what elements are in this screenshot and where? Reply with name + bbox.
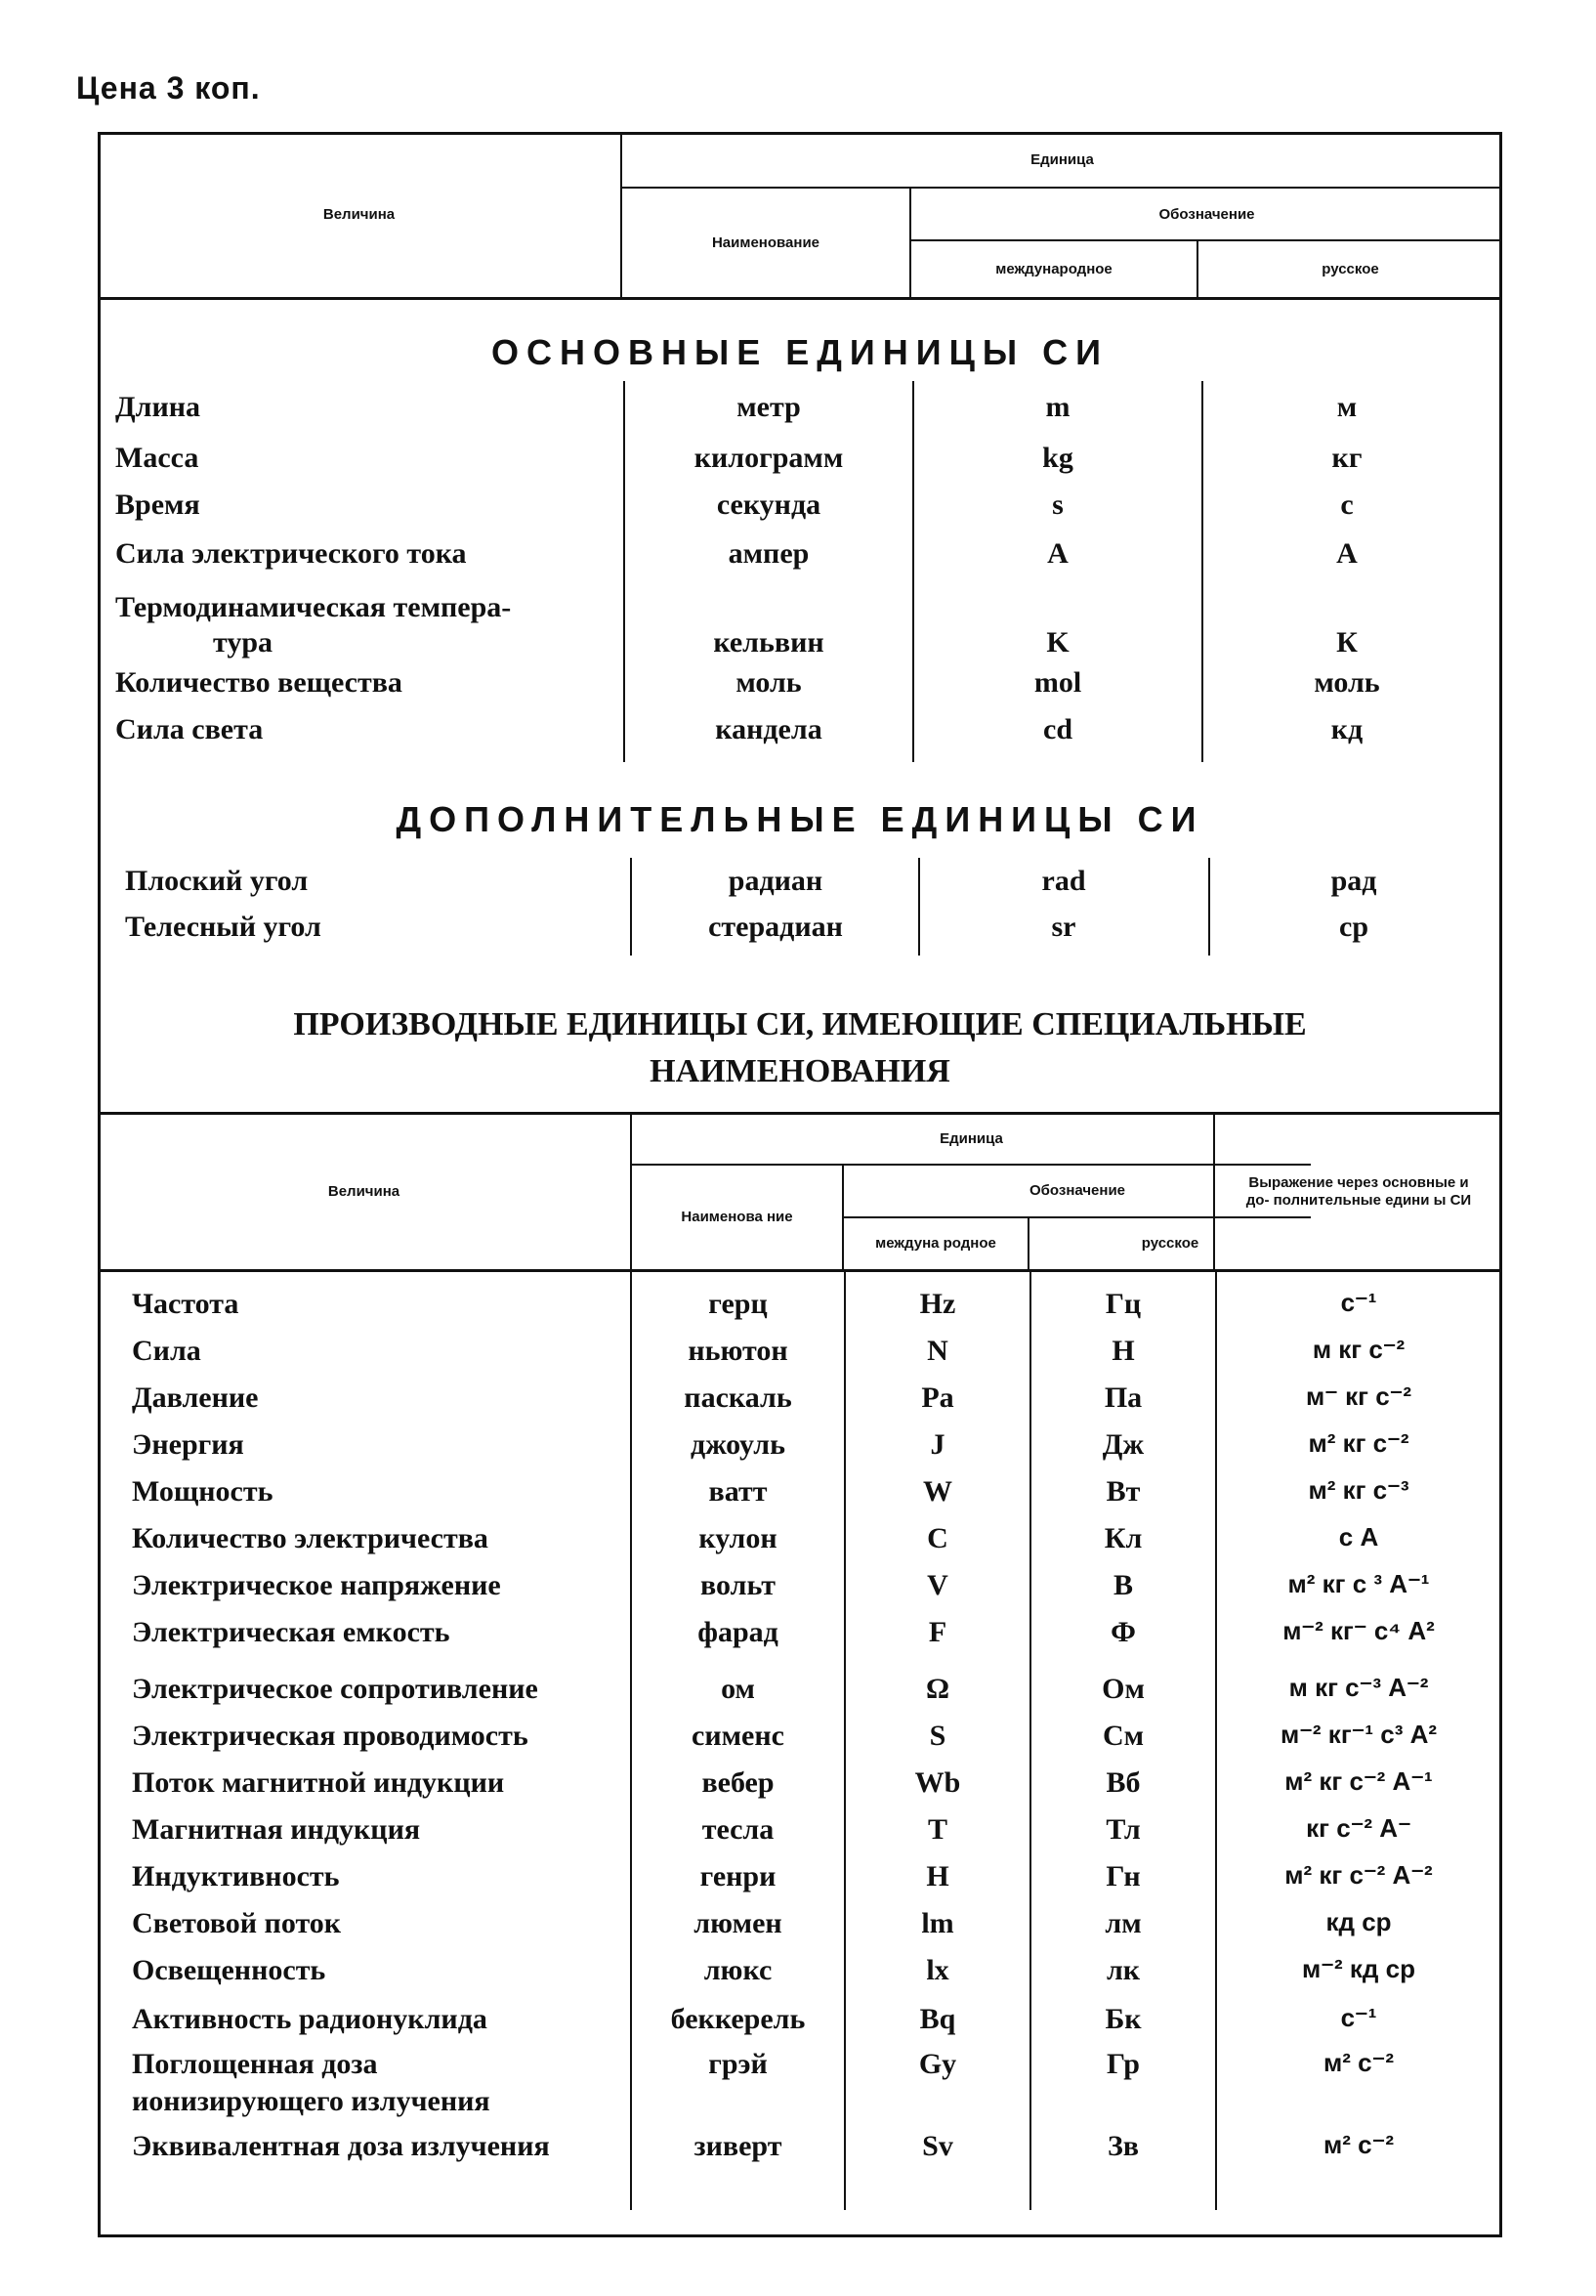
unit-name-cell: фарад xyxy=(697,1616,778,1648)
quantity-cell: Сила электрического тока xyxy=(115,537,467,570)
table-row xyxy=(132,1720,1509,1766)
table-row xyxy=(132,1522,1509,1569)
unit-name-cell: ньютон xyxy=(688,1335,788,1367)
table-row xyxy=(132,1382,1509,1428)
quantity-cell: Термодинамическая темпера- xyxy=(115,591,512,623)
unit-name-cell: паскаль xyxy=(684,1382,792,1414)
unit-name-cell: метр xyxy=(736,391,801,423)
table-row xyxy=(115,489,1492,535)
unit-name-cell: сименс xyxy=(692,1720,784,1752)
table-header xyxy=(98,132,1502,300)
expression-cell: м² кг с⁻² xyxy=(1308,1428,1409,1458)
unit-name-cell: ампер xyxy=(728,537,810,570)
unit-name-cell: ватт xyxy=(708,1475,768,1508)
table-row xyxy=(115,713,1492,760)
expression-cell: с⁻¹ xyxy=(1340,1288,1377,1317)
header2-international: междуна родное xyxy=(875,1235,996,1252)
quantity-cell: Масса xyxy=(115,442,199,474)
russian-cell: лк xyxy=(1106,1954,1141,1986)
russian-cell: Бк xyxy=(1105,2003,1142,2035)
expression-cell: м² кг с⁻² А⁻² xyxy=(1284,1860,1433,1890)
table-row xyxy=(125,911,1502,957)
table-row xyxy=(132,1569,1509,1616)
russian-cell: м xyxy=(1336,391,1358,423)
unit-name-cell: люмен xyxy=(693,1907,782,1939)
russian-cell: с xyxy=(1340,489,1354,521)
unit-name-cell: секунда xyxy=(716,489,821,521)
russian-cell: А xyxy=(1336,537,1358,570)
quantity-cell: Световой поток xyxy=(132,1907,342,1939)
international-cell: m xyxy=(1045,391,1071,423)
table-row xyxy=(125,865,1502,912)
russian-cell: К xyxy=(1336,626,1358,659)
quantity-cell: Освещенность xyxy=(132,1954,326,1986)
expression-cell: м⁻² кг⁻ с⁴ А² xyxy=(1282,1616,1435,1645)
header2-designation: Обозначение xyxy=(1029,1182,1126,1199)
table-row xyxy=(132,1335,1509,1382)
international-cell: lm xyxy=(921,1907,954,1939)
quantity-cell: Время xyxy=(115,489,200,521)
expression-cell: кг с⁻² А⁻ xyxy=(1306,1813,1411,1843)
header2-name: Наименова ние xyxy=(681,1209,793,1225)
expression-cell: м⁻ кг с⁻² xyxy=(1305,1382,1412,1411)
expression-cell: м² кг с ³ А⁻¹ xyxy=(1287,1569,1430,1598)
international-cell: Wb xyxy=(914,1766,961,1799)
header-unit: Единица xyxy=(1030,150,1094,168)
russian-cell: моль xyxy=(1314,666,1380,699)
russian-cell: Н xyxy=(1112,1335,1135,1367)
table-row xyxy=(132,2130,1509,2177)
quantity-cell: Индуктивность xyxy=(132,1860,340,1892)
international-cell: Sv xyxy=(922,2130,953,2162)
russian-cell: Гр xyxy=(1107,2048,1140,2080)
quantity-cell: Давление xyxy=(132,1382,259,1414)
quantity-cell: Активность радионуклида xyxy=(132,2003,487,2035)
unit-name-cell: люкс xyxy=(703,1954,773,1986)
quantity-cell-cont: ионизирующего излучения xyxy=(132,2085,490,2117)
unit-name-cell: беккерель xyxy=(670,2003,806,2035)
header-quantity: Величина xyxy=(322,206,396,223)
russian-cell: Вт xyxy=(1106,1475,1141,1508)
derived-table-header xyxy=(98,1112,1502,1272)
unit-name-cell: вебер xyxy=(701,1766,775,1799)
quantity-cell: Магнитная индукция xyxy=(132,1813,421,1846)
quantity-cell: Энергия xyxy=(132,1428,244,1461)
unit-name-cell: грэй xyxy=(708,2048,768,2080)
table-row xyxy=(132,1813,1509,1860)
russian-cell: лм xyxy=(1105,1907,1142,1939)
unit-name-cell: кандела xyxy=(715,713,822,745)
quantity-cell: Сила света xyxy=(115,713,264,745)
expression-cell: м кг с⁻² xyxy=(1312,1335,1406,1364)
header2-russian: русское xyxy=(1141,1235,1199,1252)
quantity-cell: Телесный угол xyxy=(125,911,321,943)
expression-cell: с А xyxy=(1338,1522,1379,1552)
international-cell: J xyxy=(930,1428,945,1461)
expression-cell: кд ср xyxy=(1325,1907,1392,1936)
price-label: Цена 3 коп. xyxy=(76,70,261,106)
expression-cell: м⁻² кд ср xyxy=(1302,1954,1415,1983)
unit-name-cell: моль xyxy=(735,666,802,699)
international-cell: W xyxy=(923,1475,952,1508)
unit-name-cell: тесла xyxy=(701,1813,775,1846)
russian-cell: Ф xyxy=(1111,1616,1136,1648)
international-cell: N xyxy=(927,1335,948,1367)
russian-cell: Зв xyxy=(1107,2130,1140,2162)
russian-cell: Гц xyxy=(1105,1288,1142,1320)
international-cell: C xyxy=(927,1522,948,1554)
quantity-cell: Длина xyxy=(115,391,201,423)
international-cell: cd xyxy=(1043,713,1072,745)
international-cell: Gy xyxy=(918,2048,957,2080)
unit-name-cell: стерадиан xyxy=(708,911,843,943)
international-cell: K xyxy=(1046,626,1070,659)
quantity-cell: Плоский угол xyxy=(125,865,309,897)
table-row xyxy=(132,1616,1509,1663)
table-row xyxy=(132,1907,1509,1954)
international-cell: mol xyxy=(1033,666,1082,699)
russian-cell: См xyxy=(1102,1720,1145,1752)
expression-cell: м кг с⁻³ А⁻² xyxy=(1288,1673,1429,1702)
section-title-base: ОСНОВНЫЕ ЕДИНИЦЫ СИ xyxy=(490,332,1110,372)
section-title-supplementary: ДОПОЛНИТЕЛЬНЫЕ ЕДИНИЦЫ СИ xyxy=(396,799,1204,839)
international-cell: A xyxy=(1047,537,1069,570)
international-cell: kg xyxy=(1042,442,1073,474)
section-title-derived-2: НАИМЕНОВАНИЯ xyxy=(650,1053,950,1089)
international-cell: T xyxy=(927,1813,947,1846)
russian-cell: Гн xyxy=(1106,1860,1141,1892)
header-designation: Обозначение xyxy=(1158,205,1255,223)
russian-cell: Вб xyxy=(1106,1766,1141,1799)
russian-cell: кг xyxy=(1331,442,1363,474)
russian-cell: рад xyxy=(1330,865,1377,897)
expression-cell: м² с⁻² xyxy=(1323,2130,1394,2159)
international-cell: s xyxy=(1052,489,1064,521)
quantity-cell-cont: тура xyxy=(213,626,273,659)
quantity-cell: Мощность xyxy=(132,1475,273,1508)
table-row xyxy=(115,666,1492,713)
expression-cell: м⁻² кг⁻¹ с³ А² xyxy=(1280,1720,1438,1749)
table-row xyxy=(115,442,1492,489)
table-row xyxy=(132,1673,1509,1720)
quantity-cell: Электрическое сопротивление xyxy=(132,1673,538,1705)
unit-name-cell: кельвин xyxy=(713,626,824,659)
international-cell: Pa xyxy=(921,1382,954,1414)
table-row xyxy=(132,1428,1509,1475)
unit-name-cell: генри xyxy=(699,1860,777,1892)
quantity-cell: Поглощенная доза xyxy=(132,2048,378,2080)
table-row xyxy=(115,537,1492,584)
expression-cell: м² кг с⁻³ xyxy=(1308,1475,1409,1505)
table-row xyxy=(132,2003,1509,2050)
expression-cell: с⁻¹ xyxy=(1340,2003,1377,2032)
header2-unit: Единица xyxy=(940,1130,1003,1147)
quantity-cell: Количество вещества xyxy=(115,666,402,699)
header2-expression: Выражение через основные и до- полнительные едини ы СИ xyxy=(1245,1174,1472,1209)
table-row xyxy=(115,391,1492,438)
header-international: международное xyxy=(995,261,1113,277)
header-name: Наименование xyxy=(711,234,820,251)
quantity-cell: Количество электричества xyxy=(132,1522,488,1554)
international-cell: F xyxy=(928,1616,947,1648)
quantity-cell: Электрическая проводимость xyxy=(132,1720,528,1752)
international-cell: V xyxy=(927,1569,948,1601)
russian-cell: кд xyxy=(1330,713,1364,745)
quantity-cell: Электрическое напряжение xyxy=(132,1569,501,1601)
quantity-cell: Электрическая емкость xyxy=(132,1616,450,1648)
table-row xyxy=(132,1766,1509,1813)
table-row xyxy=(115,591,1492,659)
quantity-cell: Сила xyxy=(132,1335,201,1367)
unit-name-cell: герц xyxy=(708,1288,768,1320)
table-row xyxy=(132,1860,1509,1907)
expression-cell: м² кг с⁻² А⁻¹ xyxy=(1284,1766,1433,1796)
expression-cell: м² с⁻² xyxy=(1323,2048,1394,2077)
unit-name-cell: кулон xyxy=(698,1522,777,1554)
international-cell: rad xyxy=(1041,865,1086,897)
international-cell: lx xyxy=(926,1954,949,1986)
russian-cell: Дж xyxy=(1102,1428,1145,1461)
table-row xyxy=(132,2048,1509,2117)
table-row xyxy=(132,1475,1509,1522)
unit-name-cell: зиверт xyxy=(693,2130,782,2162)
unit-name-cell: джоуль xyxy=(691,1428,785,1461)
russian-cell: Кл xyxy=(1104,1522,1143,1554)
russian-cell: В xyxy=(1113,1569,1133,1601)
russian-cell: ср xyxy=(1339,911,1368,943)
russian-cell: Па xyxy=(1104,1382,1143,1414)
russian-cell: Ом xyxy=(1102,1673,1145,1705)
quantity-cell: Эквивалентная доза излучения xyxy=(132,2130,550,2162)
russian-cell: Тл xyxy=(1106,1813,1141,1846)
header-russian: русское xyxy=(1322,261,1379,277)
unit-name-cell: ом xyxy=(721,1673,755,1705)
international-cell: Hz xyxy=(919,1288,956,1320)
section-title-derived-1: ПРОИЗВОДНЫЕ ЕДИНИЦЫ СИ, ИМЕЮЩИЕ СПЕЦИАЛЬНЫЕ xyxy=(293,1006,1307,1042)
unit-name-cell: килограмм xyxy=(693,442,844,474)
international-cell: Bq xyxy=(919,2003,956,2035)
table-row xyxy=(132,1288,1509,1335)
unit-name-cell: радиан xyxy=(728,865,823,897)
quantity-cell: Поток магнитной индукции xyxy=(132,1766,505,1799)
international-cell: Ω xyxy=(925,1673,950,1705)
international-cell: S xyxy=(929,1720,946,1752)
quantity-cell: Частота xyxy=(132,1288,239,1320)
table-row xyxy=(132,1954,1509,2001)
header2-quantity: Величина xyxy=(327,1183,400,1200)
unit-name-cell: вольт xyxy=(700,1569,776,1601)
international-cell: sr xyxy=(1051,911,1076,943)
international-cell: H xyxy=(926,1860,949,1892)
